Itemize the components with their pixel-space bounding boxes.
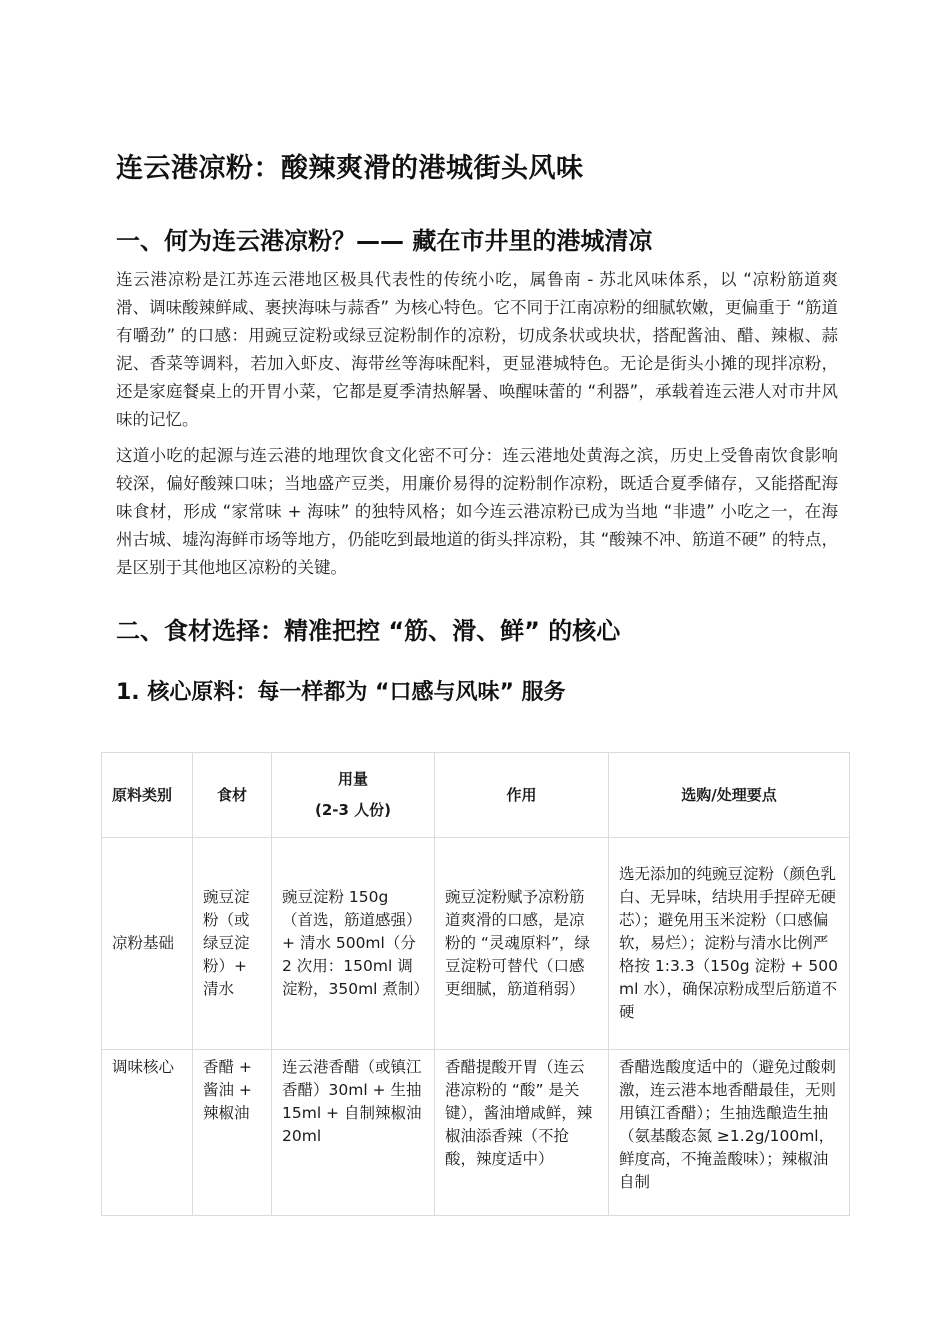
header-amount-label: 用量 bbox=[337, 770, 368, 788]
cell-tips: 香醋选酸度适中的（避免过酸刺激，连云港本地香醋最佳，无则用镇江香醋）；生抽选酿造生抽（氨基酸态氮 ≥1.2g/100ml，鲜度高，不掩盖酸味）；辣椒油自制 bbox=[609, 1050, 850, 1216]
header-ingredient: 食材 bbox=[193, 753, 272, 838]
cell-amount: 豌豆淀粉 150g （首选，筋道感强）+ 清水 500ml（分 2 次用：150ml 调淀粉，350ml 煮制） bbox=[272, 838, 435, 1050]
cell-amount: 连云港香醋（或镇江香醋）30ml + 生抽 15ml + 自制辣椒油 20ml bbox=[272, 1050, 435, 1216]
header-amount bbox=[272, 753, 435, 838]
section2-heading: 二、食材选择：精准把控 “筋、滑、鲜” 的核心 bbox=[116, 617, 621, 645]
cell-ingredient: 豌豆淀粉（或绿豆淀粉）+ 清水 bbox=[193, 838, 272, 1050]
table-row bbox=[102, 1050, 850, 1216]
header-amount-sub: (2-3 人份) bbox=[314, 801, 392, 819]
table-header-row bbox=[102, 753, 850, 838]
header-function: 作用 bbox=[435, 753, 609, 838]
cell-tips: 选无添加的纯豌豆淀粉（颜色乳白、无异味，结块用手捏碎无硬芯）；避免用玉米淀粉（口感偏软，易烂）；淀粉与清水比例严格按 1:3.3（150g 淀粉 + 500ml 水），确保凉粉成型后筋道不硬 bbox=[609, 838, 850, 1050]
header-category: 原料类别 bbox=[102, 753, 193, 838]
section1-paragraph-1: 连云港凉粉是江苏连云港地区极具代表性的传统小吃，属鲁南 - 苏北风味体系，以 “凉粉筋道爽滑、调味酸辣鲜咸、裹挟海味与蒜香” 为核心特色。它不同于江南凉粉的细腻软嫩，更偏重于 “筋道有嚼劲” 的口感：用豌豆淀粉或绿豆淀粉制作的凉粉，切成条状或块状，搭配酱油、醋、辣椒、蒜泥、香菜等调料，若加入虾皮、海带丝等海味配料，更显港城特色。无论是街头小摊的现拌凉粉，还是家庭餐桌上的开胃小菜，它都是夏季清热解暑、唤醒味蕾的 “利器”，承载着连云港人对市井风味的记忆。 bbox=[116, 270, 838, 429]
section1-heading: 一、何为连云港凉粉？—— 藏在市井里的港城清凉 bbox=[116, 227, 653, 255]
page-title: 连云港凉粉：酸辣爽滑的港城街头风味 bbox=[116, 153, 584, 184]
cell-function: 豌豆淀粉赋予凉粉筋道爽滑的口感，是凉粉的 “灵魂原料”，绿豆淀粉可替代（口感更细腻，筋道稍弱） bbox=[435, 838, 609, 1050]
section1-paragraph-2: 这道小吃的起源与连云港的地理饮食文化密不可分：连云港地处黄海之滨，历史上受鲁南饮食影响较深，偏好酸辣口味；当地盛产豆类，用廉价易得的淀粉制作凉粉，既适合夏季储存，又能搭配海味食材，形成 “家常味 + 海味” 的独特风格；如今连云港凉粉已成为当地 “非遗” 小吃之一，在海州古城、墟沟海鲜市场等地方，仍能吃到最地道的街头拌凉粉，其 “酸辣不冲、筋道不硬” 的特点，是区别于其他地区凉粉的关键。 bbox=[116, 446, 838, 577]
cell-category: 凉粉基础 bbox=[102, 838, 193, 1050]
cell-function: 香醋提酸开胃（连云港凉粉的 “酸” 是关键），酱油增咸鲜，辣椒油添香辣（不抢酸，辣度适中） bbox=[435, 1050, 609, 1216]
table-row bbox=[102, 838, 850, 1050]
cell-category: 调味核心 bbox=[102, 1050, 193, 1216]
cell-ingredient: 香醋 + 酱油 + 辣椒油 bbox=[193, 1050, 272, 1216]
header-tips: 选购/处理要点 bbox=[609, 753, 850, 838]
ingredients-table bbox=[101, 752, 850, 1216]
section2-subheading: 1. 核心原料：每一样都为 “口感与风味” 服务 bbox=[116, 680, 566, 705]
